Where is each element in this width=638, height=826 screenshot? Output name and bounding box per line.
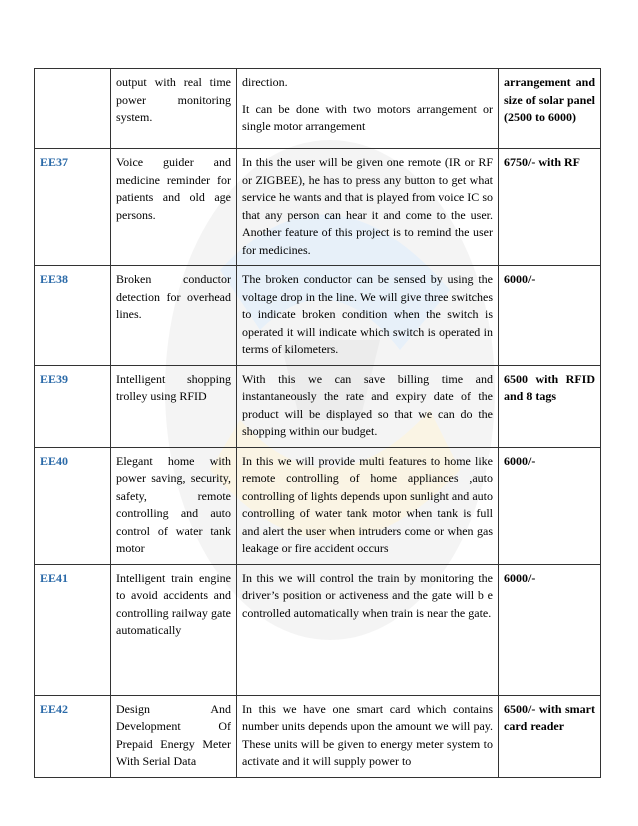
project-title: Design And Development Of Prepaid Energy Meter With Serial Data	[111, 695, 237, 777]
project-code: EE38	[35, 266, 111, 366]
project-code: EE40	[35, 447, 111, 564]
project-title: Voice guider and medicine reminder for patients and old age persons.	[111, 149, 237, 266]
project-title: Intelligent shopping trolley using RFID	[111, 365, 237, 447]
project-description	[237, 69, 499, 149]
project-description: In this we will provide multi features to home like remote controlling of home appliances ,auto controlling of lights depends upon sunlight and auto controlling of water tank motor when tank is full and alert the user when intruders come or when gas leakage or fire accident occurs	[237, 447, 499, 564]
table-row	[35, 266, 601, 366]
table-row	[35, 695, 601, 777]
project-description: In this we have one smart card which contains number units depends upon the amount we will pay. These units will be given to energy meter system to activate and it will supply power to	[237, 695, 499, 777]
project-code: EE39	[35, 365, 111, 447]
project-cost: 6000/-	[499, 447, 601, 564]
description-line: direction.	[242, 75, 288, 89]
project-code: EE37	[35, 149, 111, 266]
project-cost: 6750/- with RF	[499, 149, 601, 266]
project-description: In this we will control the train by monitoring the driver’s position or activeness and the gate will b e controlled automatically when train is near the gate.	[237, 564, 499, 695]
project-description: With this we can save billing time and instantaneously the rate and expiry date of the product will be displayed so that we can do the shopping within our budget.	[237, 365, 499, 447]
table-row	[35, 149, 601, 266]
project-title: Elegant home with power saving, security, safety, remote controlling and auto control of water tank motor	[111, 447, 237, 564]
project-cost: arrangement and size of solar panel (2500 to 6000)	[499, 69, 601, 149]
description-paragraph: It can be done with two motors arrangement or single motor arrangement	[242, 101, 493, 133]
project-description: The broken conductor can be sensed by using the voltage drop in the line. We will give three switches to indicate broken condition when the switch is operated it will indicate which switch is operated in terms of kilometers.	[237, 266, 499, 366]
project-code: EE41	[35, 564, 111, 695]
project-code: EE42	[35, 695, 111, 777]
project-title: Intelligent train engine to avoid accidents and controlling railway gate automatically	[111, 564, 237, 695]
table-row	[35, 447, 601, 564]
table-row	[35, 564, 601, 695]
project-cost: 6500/- with smart card reader	[499, 695, 601, 777]
table-row	[35, 365, 601, 447]
projects-table	[34, 68, 601, 778]
project-title: Broken conductor detection for overhead lines.	[111, 266, 237, 366]
project-cost: 6000/-	[499, 266, 601, 366]
table-row	[35, 69, 601, 149]
project-title: output with real time power monitoring system.	[111, 69, 237, 149]
project-cost: 6000/-	[499, 564, 601, 695]
project-description: In this the user will be given one remote (IR or RF or ZIGBEE), he has to press any button to get what service he wants and that is played from voice IC so that any person can hear it and come to the user. Another feature of this project is to remind the user for medicines.	[237, 149, 499, 266]
project-code	[35, 69, 111, 149]
project-cost: 6500 with RFID and 8 tags	[499, 365, 601, 447]
